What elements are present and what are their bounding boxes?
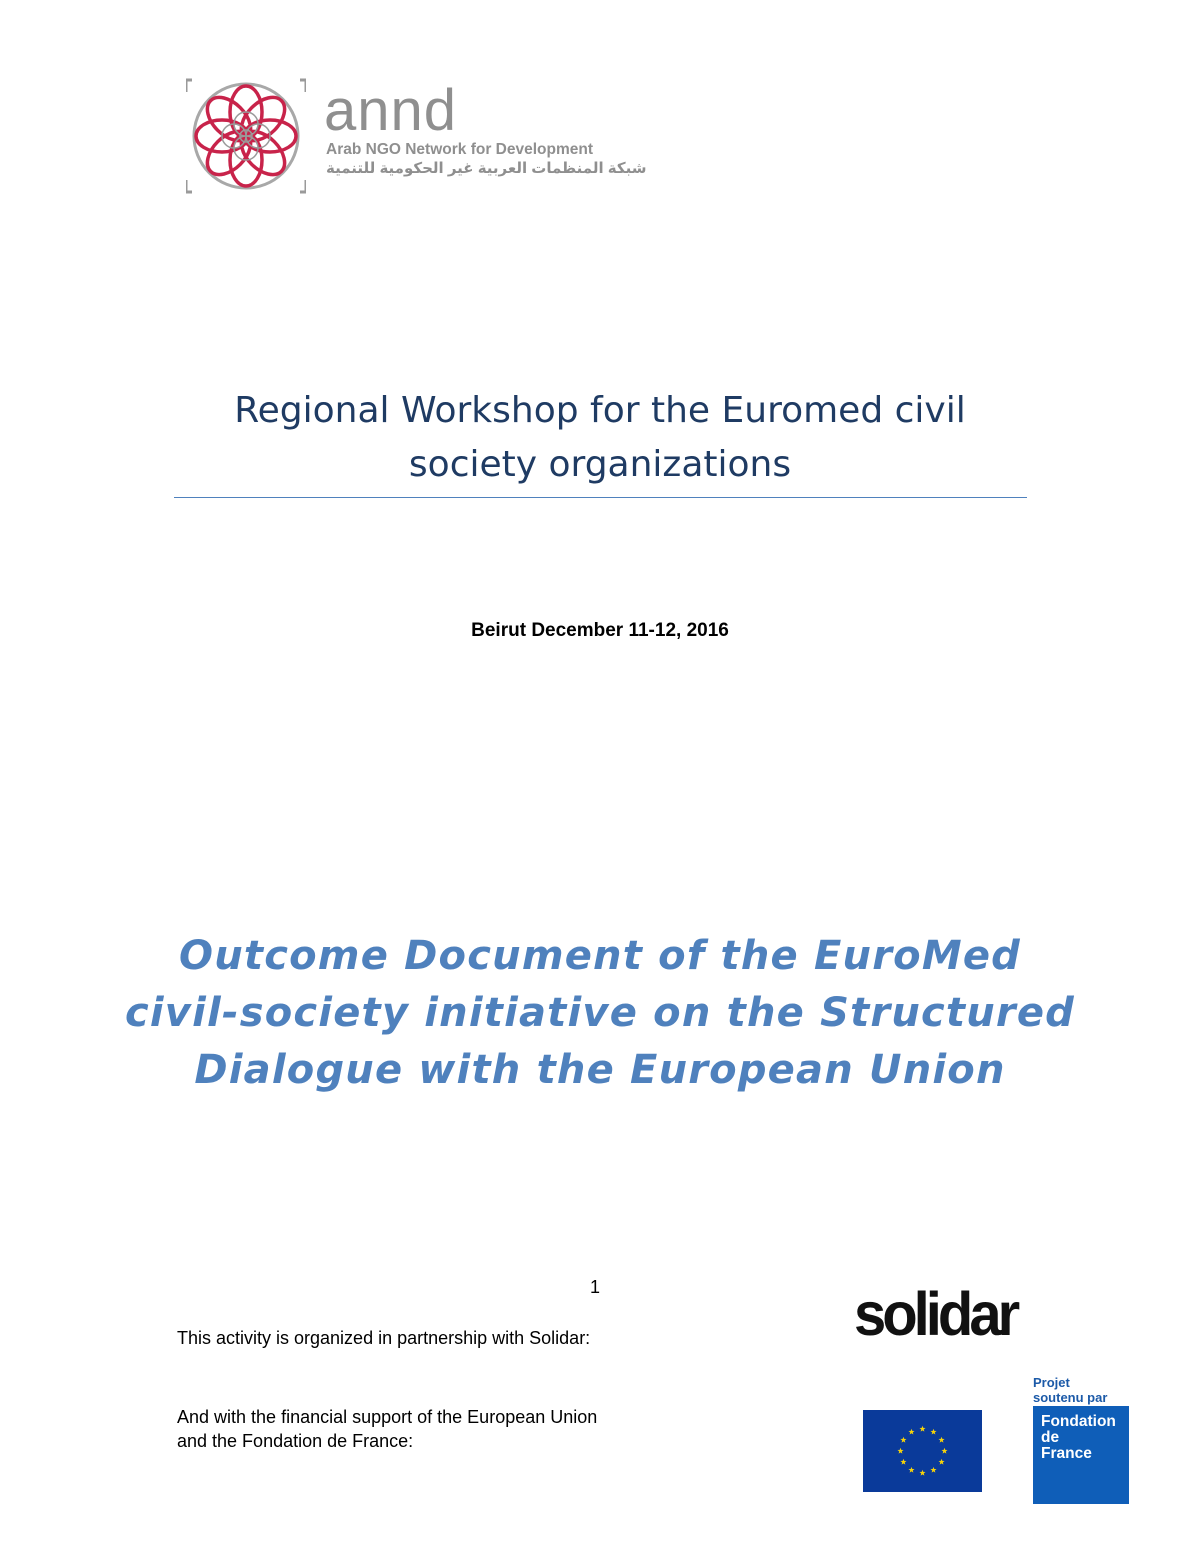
fondation-caption-line-2: soutenu par (1033, 1390, 1108, 1405)
fondation-de-france-name: Fondation de France (1041, 1413, 1116, 1462)
document-title-line-2: society organizations (408, 444, 792, 485)
funding-text-line-1: And with the financial support of the European Union (177, 1407, 598, 1427)
eu-flag-icon (863, 1410, 982, 1492)
annd-subtitle: Arab NGO Network for Development (326, 141, 593, 158)
partnership-text: This activity is organized in partnership with Solidar: (177, 1328, 591, 1348)
outcome-heading-line-3: Dialogue with the European Union (194, 1047, 1006, 1093)
fondation-caption (1033, 1375, 1107, 1405)
solidar-logo: solidar (854, 1280, 1017, 1349)
outcome-heading-line-1: Outcome Document of the EuroMed (179, 933, 1021, 979)
funding-text-line-2: and the Fondation de France: (177, 1431, 414, 1451)
annd-flower-logo-icon (186, 76, 306, 196)
outcome-heading-line-2: civil-society initiative on the Structured (124, 990, 1076, 1036)
funding-text (177, 1405, 697, 1453)
fondation-de-france-logo (1033, 1406, 1129, 1504)
fondation-caption-line-1: Projet (1033, 1375, 1070, 1390)
document-title (170, 384, 1030, 492)
annd-arabic-subtitle: شبكة المنظمات العربية غير الحكومية للتنمية (326, 160, 647, 177)
annd-wordmark: annd (324, 78, 458, 143)
event-date: Beirut December 11-12, 2016 (471, 620, 729, 641)
document-title-line-1: Regional Workshop for the Euromed civil (234, 390, 966, 431)
outcome-heading (120, 928, 1080, 1099)
page-number: 1 (590, 1277, 601, 1297)
title-divider (174, 497, 1027, 498)
